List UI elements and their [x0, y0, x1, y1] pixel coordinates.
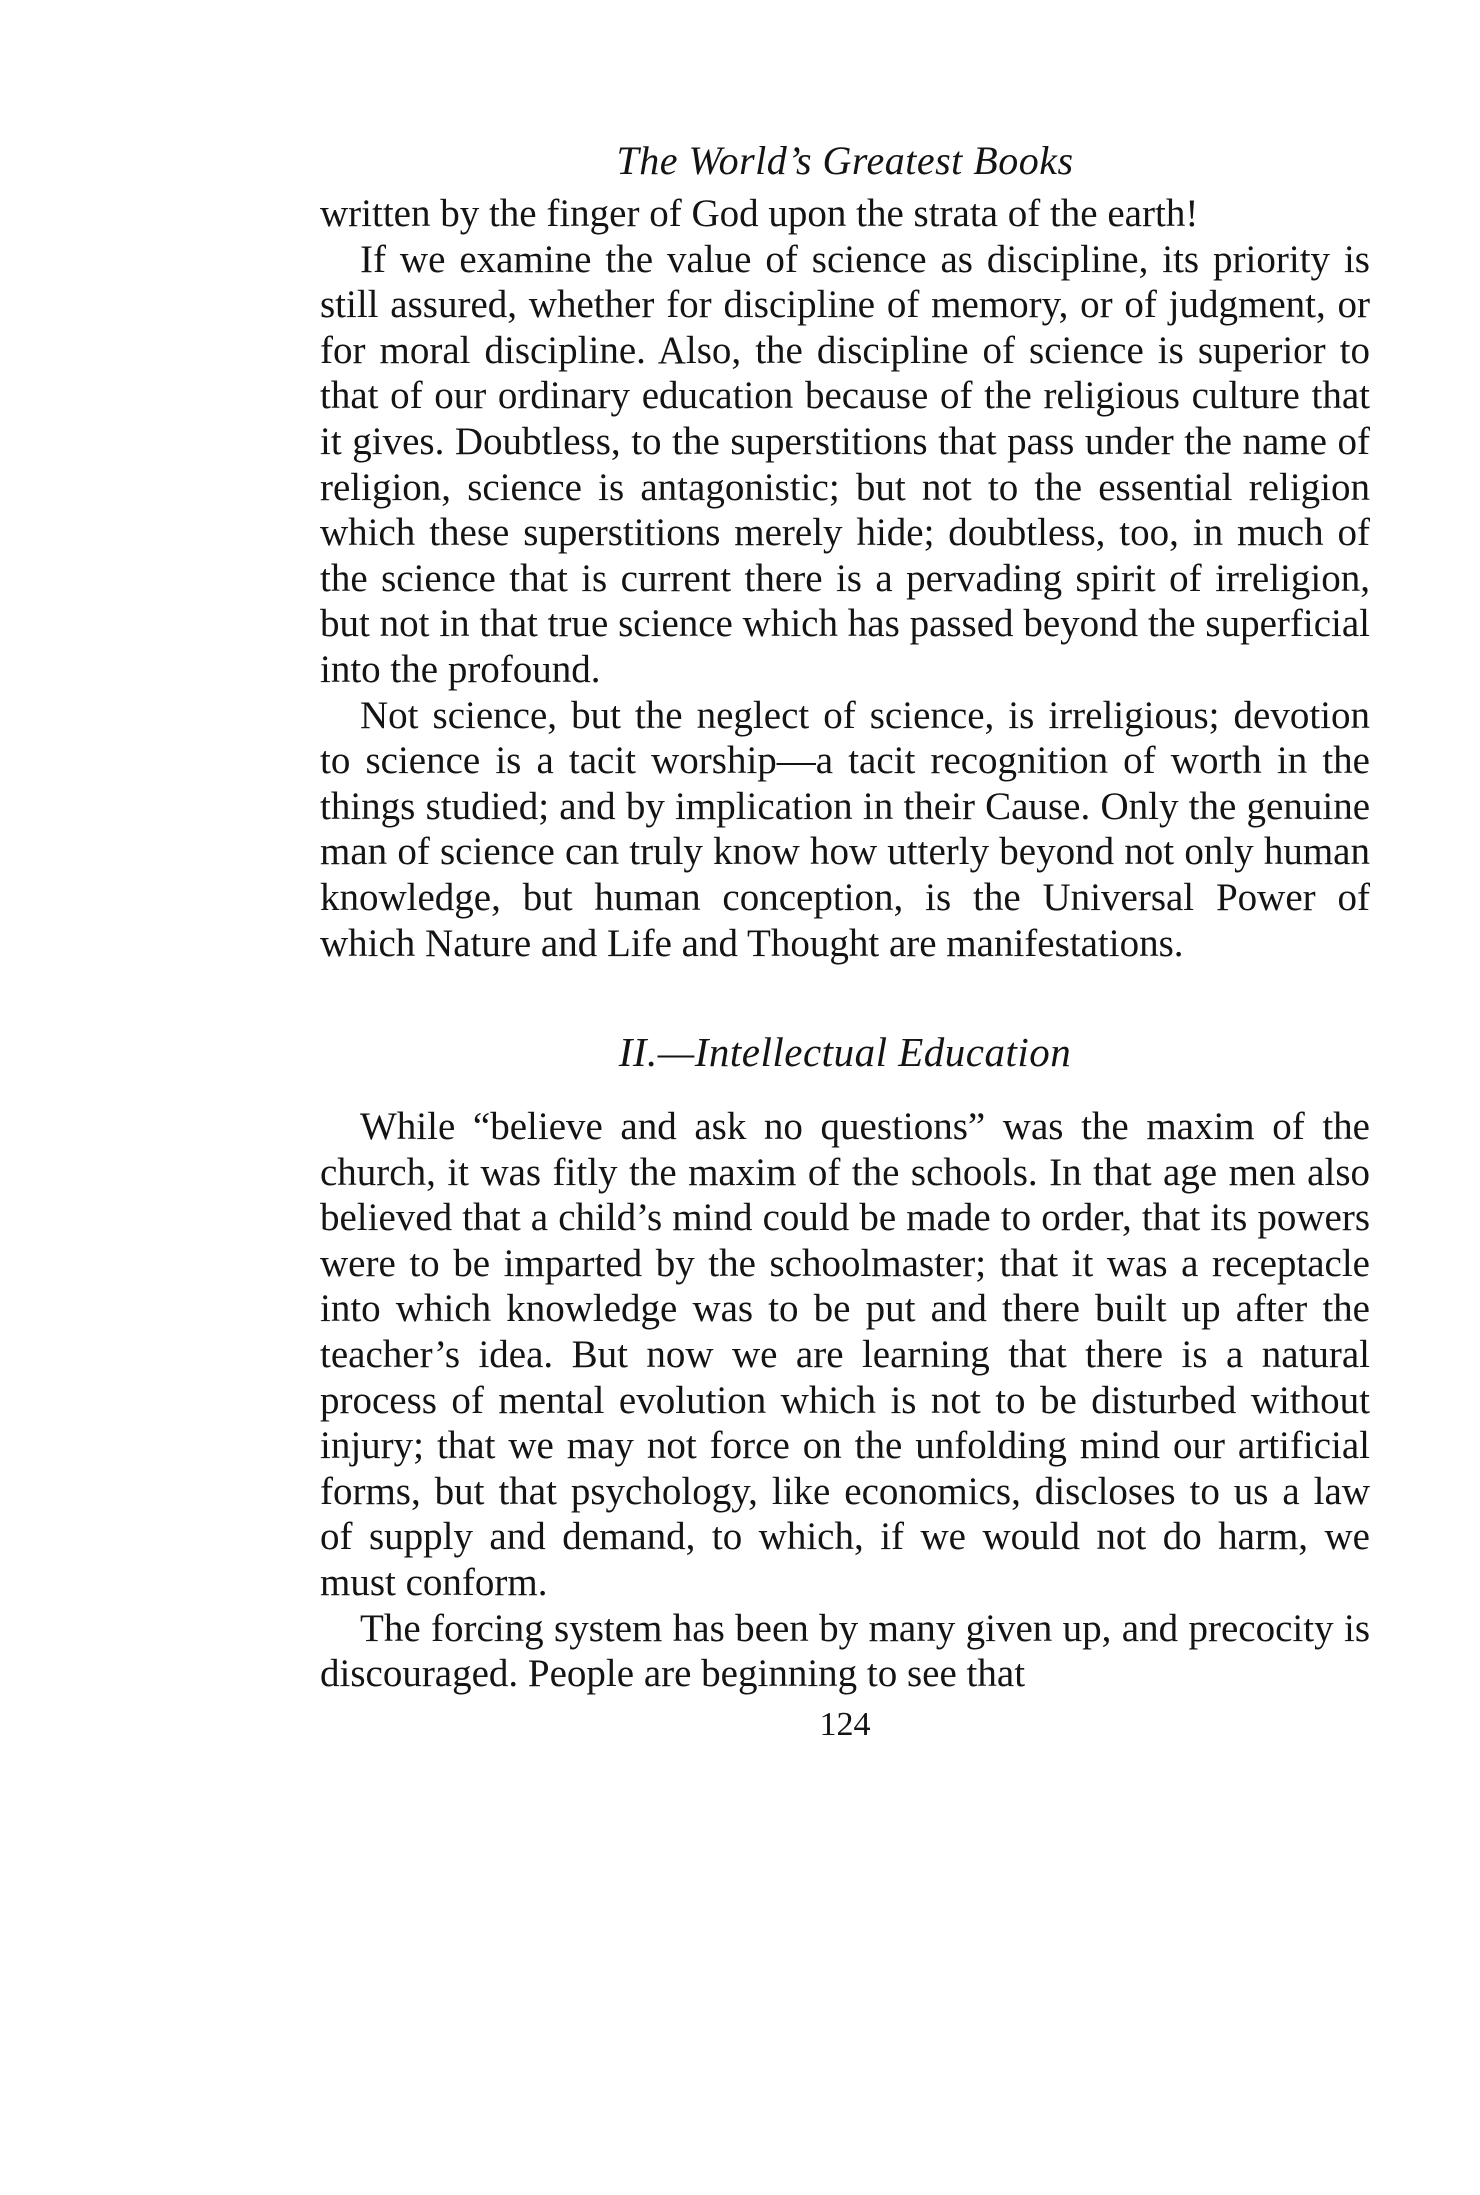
running-head: The World’s Greatest Books [616, 138, 1074, 183]
paragraph-intellectual-education: While “believe and ask no questions” was the maxim of the church, it was fitly the maxim of the schools. In that age men also believed that a child’s mind could be made to order, that its powers were to be imparted by the schoolmaster; that it was a receptacle into which knowledge was to be put and there built up after the teacher’s idea. But now we are learning that there is a natural process of mental evolution which is not to be disturbed without injury; that we may not force on the unfolding mind our artificial forms, but that psychology, like economics, discloses to us a law of supply and demand, to which, if we would not do harm, we must conform. [320, 1105, 1370, 1605]
paragraph-science-religion: Not science, but the neglect of science, is irreligious; devotion to science is a tacit worship—a tacit recognition of worth in the things studied; and by implication in their Cause. Only the genuine man of science can truly know how utterly beyond not only human knowledge, but human conception, is the Universal Power of which Nature and Life and Thought are manifestations. [320, 693, 1370, 965]
page-number: 124 [819, 1705, 871, 1743]
book-page [320, 135, 1370, 1747]
paragraph-continuation: written by the finger of God upon the strata of the earth! [320, 192, 1199, 235]
section-heading: II.—Intellectual Education [618, 1029, 1072, 1076]
paragraph-forcing-system: The forcing system has been by many given up, and precocity is discouraged. People are beginning to see that [320, 1606, 1370, 1696]
paragraph-science-discipline: If we examine the value of science as discipline, its priority is still assured, whether for discipline of memory, or of judgment, or for moral discipline. Also, the discipline of science is superior to that of our ordinary education because of the religious culture that it gives. Doubtless, to the superstitions that pass under the name of religion, science is antagonistic; but not to the essential religion which these superstitions merely hide; doubtless, too, in much of the science that is current there is a pervading spirit of irreligion, but not in that true science which has passed beyond the superficial into the profound. [320, 237, 1370, 691]
